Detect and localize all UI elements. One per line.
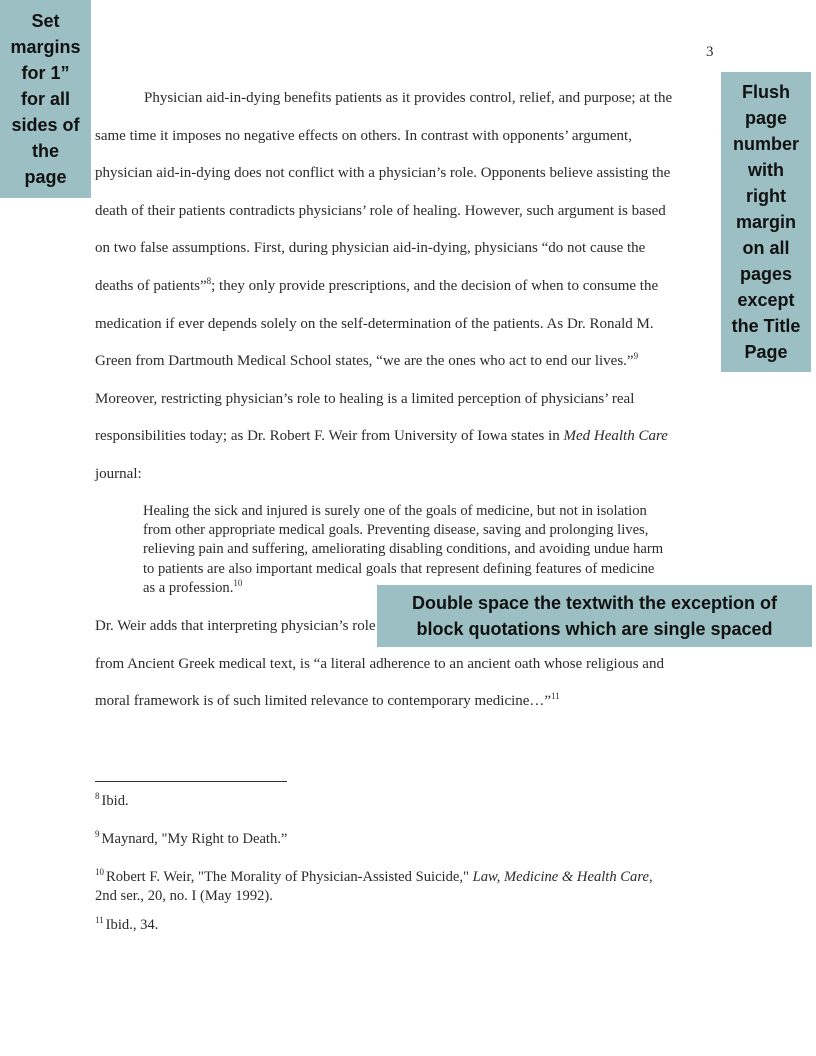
quote-line: Healing the sick and injured is surely one of the goals of medicine, but not in isolation <box>143 503 647 519</box>
footnote-ref: 9 <box>633 351 639 362</box>
body-paragraph-1 <box>95 88 715 502</box>
annotation-text: Flush page number with right margin on all pages except the Title Page <box>731 82 801 362</box>
text-fragment: moral framework is of such limited relevance to contemporary medicine…” <box>95 693 552 710</box>
text-line: Moreover, restricting physician’s role to healing is a limited perception of physicians’ real <box>95 390 635 407</box>
text-line <box>95 426 715 464</box>
footnote-text: Maynard, "My Right to Death.” <box>101 831 288 847</box>
footnote-number: 9 <box>95 829 100 840</box>
footnote-number: 10 <box>95 867 104 878</box>
text-line <box>95 351 715 389</box>
footnote-number: 11 <box>95 915 104 926</box>
text-line: medication if ever depends solely on the self-determination of the patients. As Dr. Ronald M. <box>95 315 654 332</box>
text-line: from Ancient Greek medical text, is “a literal adherence to an ancient oath whose religious and <box>95 655 664 672</box>
text-line: physician aid-in-dying does not conflict with a physician’s role. Opponents believe assisting the <box>95 165 671 182</box>
footnote-text: , <box>648 869 653 885</box>
quote-line: to patients are also important medical goals that represent defining features of medicine <box>143 560 655 577</box>
quote-line: relieving pain and suffering, ameliorating disabling conditions, and avoiding undue harm <box>143 541 664 558</box>
footnote-number: 8 <box>95 791 100 802</box>
text-line: Dr. Weir adds that interpreting physician’s role <box>95 618 376 634</box>
annotation-double-space <box>377 585 812 647</box>
quote-line: from other appropriate medical goals. Preventing disease, saving and prolonging lives, <box>143 522 649 539</box>
footnote-11 <box>95 916 715 935</box>
journal-title: Law, Medicine & Health Care <box>472 869 649 885</box>
annotation-text: Set margins for 1” for all sides of the page <box>10 11 81 187</box>
annotation-text: Double space the textwith the exception of block quotations which are single spaced <box>411 593 778 639</box>
footnote-ref: 11 <box>551 691 560 702</box>
footnote-text: 2nd ser., 20, no. I (May 1992). <box>95 888 273 904</box>
text-line: on two false assumptions. First, during physician aid-in-dying, physicians “do not cause the <box>95 240 646 257</box>
footnote-separator <box>95 781 287 782</box>
text-line <box>95 276 715 314</box>
annotation-page-number <box>721 72 811 372</box>
text-line: journal: <box>95 465 142 482</box>
footnote-ref: 10 <box>233 577 243 588</box>
text-line: Physician aid-in-dying benefits patients as it provides control, relief, and purpose; at the <box>144 90 673 106</box>
text-line <box>95 691 715 729</box>
footnote-ref: 8 <box>206 275 212 286</box>
footnote-10 <box>95 868 715 906</box>
footnote-8 <box>95 792 715 811</box>
text-fragment: deaths of patients” <box>95 277 207 294</box>
annotation-margins <box>0 0 91 198</box>
block-quotation <box>143 502 718 598</box>
text-line: death of their patients contradicts physicians’ role of healing. However, such argument is based <box>95 202 666 219</box>
page-number: 3 <box>706 44 714 60</box>
text-fragment: ; they only provide prescriptions, and the decision of when to consume the <box>211 277 659 294</box>
text-line: same time it imposes no negative effects on others. In contrast with opponents’ argument, <box>95 127 632 144</box>
footnote-text: Ibid., 34. <box>105 917 159 933</box>
footnote-text: Ibid. <box>101 793 129 809</box>
footnote-text: Robert F. Weir, "The Morality of Physician-Assisted Suicide," <box>106 869 473 885</box>
text-fragment: Green from Dartmouth Medical School states, “we are the ones who act to end our lives.” <box>95 353 634 370</box>
text-fragment: responsibilities today; as Dr. Robert F. Weir from University of Iowa states in <box>95 428 564 445</box>
journal-title: Med Health Care <box>563 428 668 445</box>
footnote-9 <box>95 830 715 849</box>
text-fragment: as a profession. <box>143 579 234 596</box>
